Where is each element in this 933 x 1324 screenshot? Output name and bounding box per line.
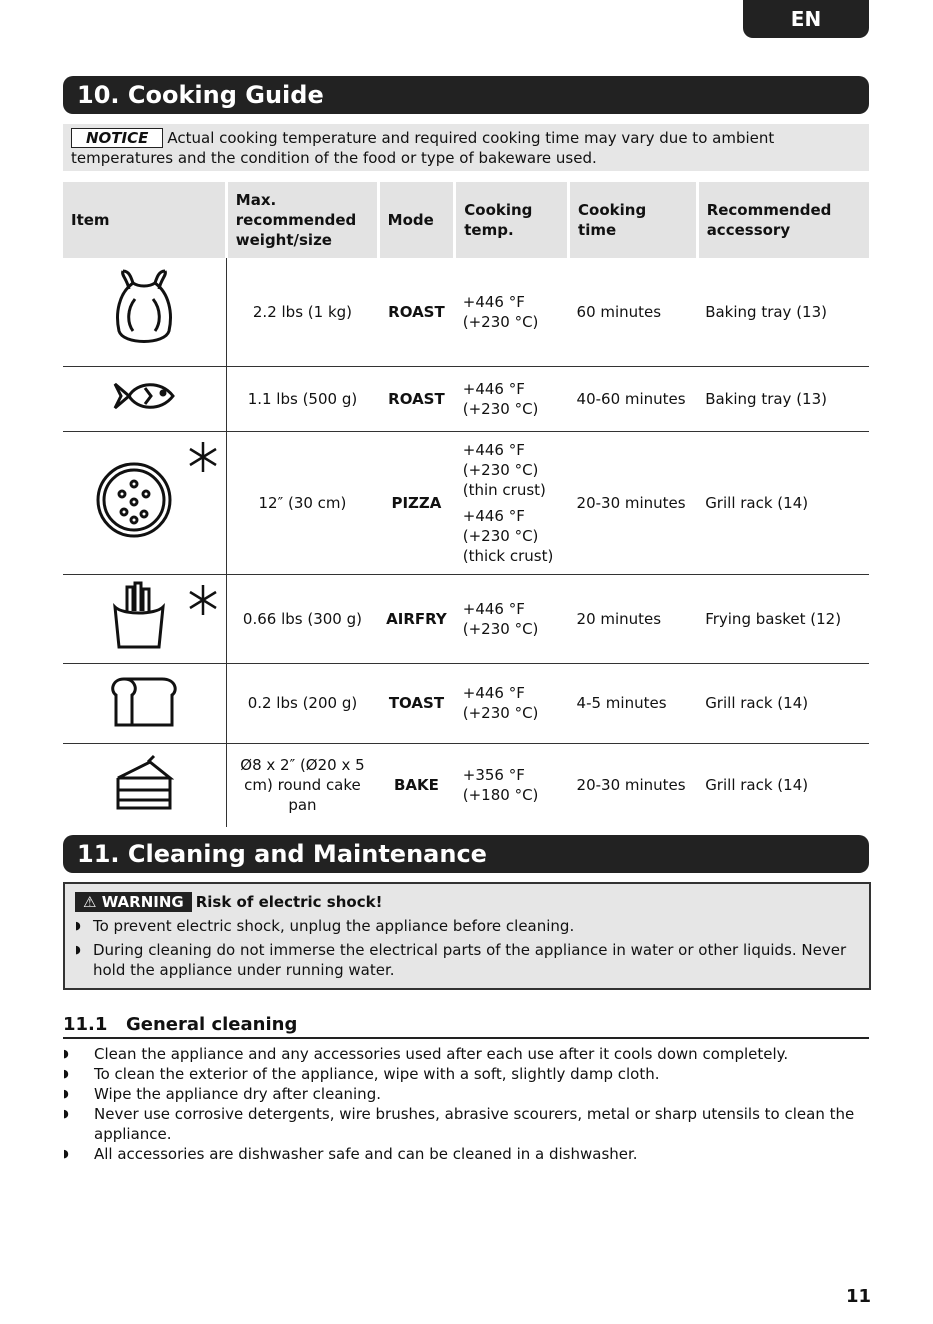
accessory-cell: Grill rack (14) <box>697 431 869 574</box>
mode-cell: AIRFRY <box>378 574 455 663</box>
language-tab: EN <box>743 0 869 38</box>
accessory-cell: Baking tray (13) <box>697 258 869 366</box>
list-item: ◗ Clean the appliance and any accessories used after each use after it cools down completely. <box>63 1044 869 1064</box>
warning-triangle-icon: ⚠ <box>83 893 97 911</box>
time-cell: 60 minutes <box>569 258 698 366</box>
chicken-icon <box>109 269 179 349</box>
cooking-guide-table <box>63 182 869 827</box>
accessory-cell: Grill rack (14) <box>705 776 809 795</box>
subsection-title: General cleaning <box>126 1014 298 1035</box>
mode-cell: PIZZA <box>378 431 455 574</box>
time-cell: 4-5 minutes <box>569 663 698 743</box>
warning-item: ◗ During cleaning do not immerse the electrical parts of the appliance in water or other liquids. Never hold the appliance under running water. <box>75 940 859 980</box>
list-item: ◗ To clean the exterior of the appliance, wipe with a soft, slightly damp cloth. <box>63 1064 869 1084</box>
temp-cell: +356 °F (+180 °C) <box>462 766 539 805</box>
item-cell <box>63 366 226 431</box>
weight-cell: 1.1 lbs (500 g) <box>226 366 378 431</box>
table-header-row <box>63 182 869 258</box>
accessory-cell: Frying basket (12) <box>697 574 869 663</box>
weight-cell: 0.66 lbs (300 g) <box>226 574 378 663</box>
table-row <box>63 366 869 431</box>
notice-box <box>63 124 869 171</box>
warning-label: ⚠ WARNING <box>75 892 192 912</box>
fish-icon <box>111 378 177 414</box>
header-accessory: Recommended accessory <box>697 182 869 258</box>
header-mode: Mode <box>378 182 455 258</box>
list-item: ◗ Wipe the appliance dry after cleaning. <box>63 1084 869 1104</box>
mode-cell: BAKE <box>393 776 439 795</box>
subsection-number: 11.1 <box>63 1014 108 1035</box>
weight-cell: 2.2 lbs (1 kg) <box>226 258 378 366</box>
notice-text: Actual cooking temperature and required cooking time may vary due to ambient temperatures and the condition of the food or type of bakeware used. <box>71 129 775 167</box>
table-row <box>63 574 869 663</box>
accessory-cell: Grill rack (14) <box>697 663 869 743</box>
time-cell: 20-30 minutes <box>576 776 686 795</box>
time-cell: 40-60 minutes <box>569 366 698 431</box>
accessory-cell: Baking tray (13) <box>697 366 869 431</box>
time-cell: 20 minutes <box>569 574 698 663</box>
weight-cell: 0.2 lbs (200 g) <box>226 663 378 743</box>
weight-cell: Ø8 x 2″ (Ø20 x 5 cm) round cake pan <box>240 756 365 815</box>
notice-label: NOTICE <box>71 128 163 148</box>
snowflake-icon <box>186 440 220 474</box>
header-weight: Max. recommended weight/size <box>226 182 378 258</box>
general-cleaning-heading <box>63 1014 869 1039</box>
item-cell <box>63 431 226 574</box>
warning-box <box>63 882 871 990</box>
temp-thin-crust: +446 °F (+230 °C) (thin crust) <box>462 440 546 499</box>
page-number: 11 <box>846 1286 872 1307</box>
item-cell <box>63 743 226 827</box>
time-cell: 20-30 minutes <box>569 431 698 574</box>
section-11-title: 11. Cleaning and Maintenance <box>63 835 869 873</box>
warning-title: Risk of electric shock! <box>195 893 383 911</box>
header-item: Item <box>63 182 226 258</box>
item-cell <box>63 663 226 743</box>
table-row <box>63 431 869 574</box>
temp-cell: +446 °F (+230 °C) <box>455 366 569 431</box>
warning-item: ◗ To prevent electric shock, unplug the appliance before cleaning. <box>75 916 859 936</box>
header-time: Cooking time <box>569 182 698 258</box>
temp-thick-crust: +446 °F (+230 °C) (thick crust) <box>462 506 554 565</box>
item-cell <box>63 574 226 663</box>
general-cleaning-list <box>63 1044 869 1164</box>
mode-cell: TOAST <box>378 663 455 743</box>
temp-cell <box>455 431 569 574</box>
header-temp: Cooking temp. <box>455 182 569 258</box>
cake-icon <box>114 754 174 812</box>
mode-cell: ROAST <box>378 366 455 431</box>
table-row <box>63 258 869 366</box>
temp-cell: +446 °F (+230 °C) <box>455 258 569 366</box>
temp-cell: +446 °F (+230 °C) <box>455 574 569 663</box>
fries-icon <box>111 581 167 651</box>
list-item: ◗ Never use corrosive detergents, wire brushes, abrasive scourers, metal or sharp utensils to clean the appliance. <box>63 1104 869 1144</box>
item-cell <box>63 258 226 366</box>
snowflake-icon <box>186 583 220 617</box>
temp-cell: +446 °F (+230 °C) <box>455 663 569 743</box>
pizza-icon <box>94 460 174 540</box>
weight-cell: 12″ (30 cm) <box>226 431 378 574</box>
bread-icon <box>108 673 180 729</box>
table-row <box>63 663 869 743</box>
section-10-title: 10. Cooking Guide <box>63 76 869 114</box>
list-item: ◗ All accessories are dishwasher safe and can be cleaned in a dishwasher. <box>63 1144 869 1164</box>
mode-cell: ROAST <box>378 258 455 366</box>
table-row <box>63 743 869 827</box>
